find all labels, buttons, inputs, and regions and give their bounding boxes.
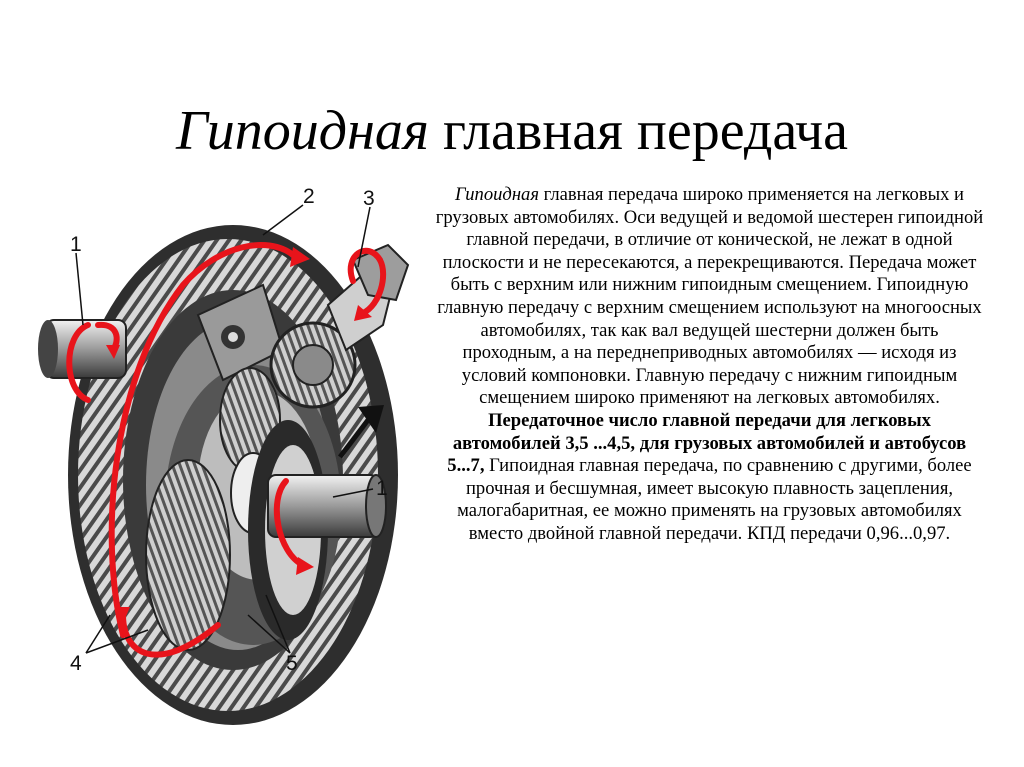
description-text-2: Гипоидная главная передача, по сравнению с другими, более прочная и бесшумная, имеет высокую плавность зацепления, малогабаритная, ее можно применять на грузовых автомобилях вместо двойной главной передачи. КПД передачи 0,96...0,97.: [457, 455, 972, 544]
callout-shaft-left: 1: [70, 233, 82, 256]
slide-title-italic: Гипоидная: [176, 99, 429, 162]
slide-title: [0, 96, 1024, 166]
description-lead: Гипоидная: [455, 184, 539, 205]
callout-ring-gear: 2: [303, 185, 315, 208]
hypoid-gear-drawing: [28, 175, 428, 735]
callout-label-5: 5: [286, 652, 298, 675]
slide-title-rest: главная передача: [428, 99, 848, 162]
description-paragraph: [432, 184, 987, 546]
callout-pinion: 3: [363, 187, 375, 210]
callout-label-4: 4: [70, 652, 82, 675]
callout-shaft-right: 1: [376, 477, 388, 500]
description-text-1: главная передача широко применяется на легковых и грузовых автомобилях. Оси ведущей и ведомой шестерен гипоидной главной передачи, в отличие от конической, не лежат в одной плоскости и не пересекаются, а перекрещиваются. Передача может быть с верхним или нижним гипоидным смещением. Гипоидную главную передачу с верхним смещением используют на многоосных автомобилях, так как вал ведущей шестерни должен быть проходным, а на переднеприводных автомобилях — исходя из условий компоновки. Главную передачу с нижним гипоидным смещением широко применяют на легковых автомобилях.: [435, 184, 984, 409]
gear-ratio-highlight: Передаточное число главной передачи для легковых автомобилей 3,5 ...4,5, для грузовых автомобилей и автобусов 5...7,: [447, 409, 967, 477]
hypoid-gear-illustration: [28, 175, 428, 735]
